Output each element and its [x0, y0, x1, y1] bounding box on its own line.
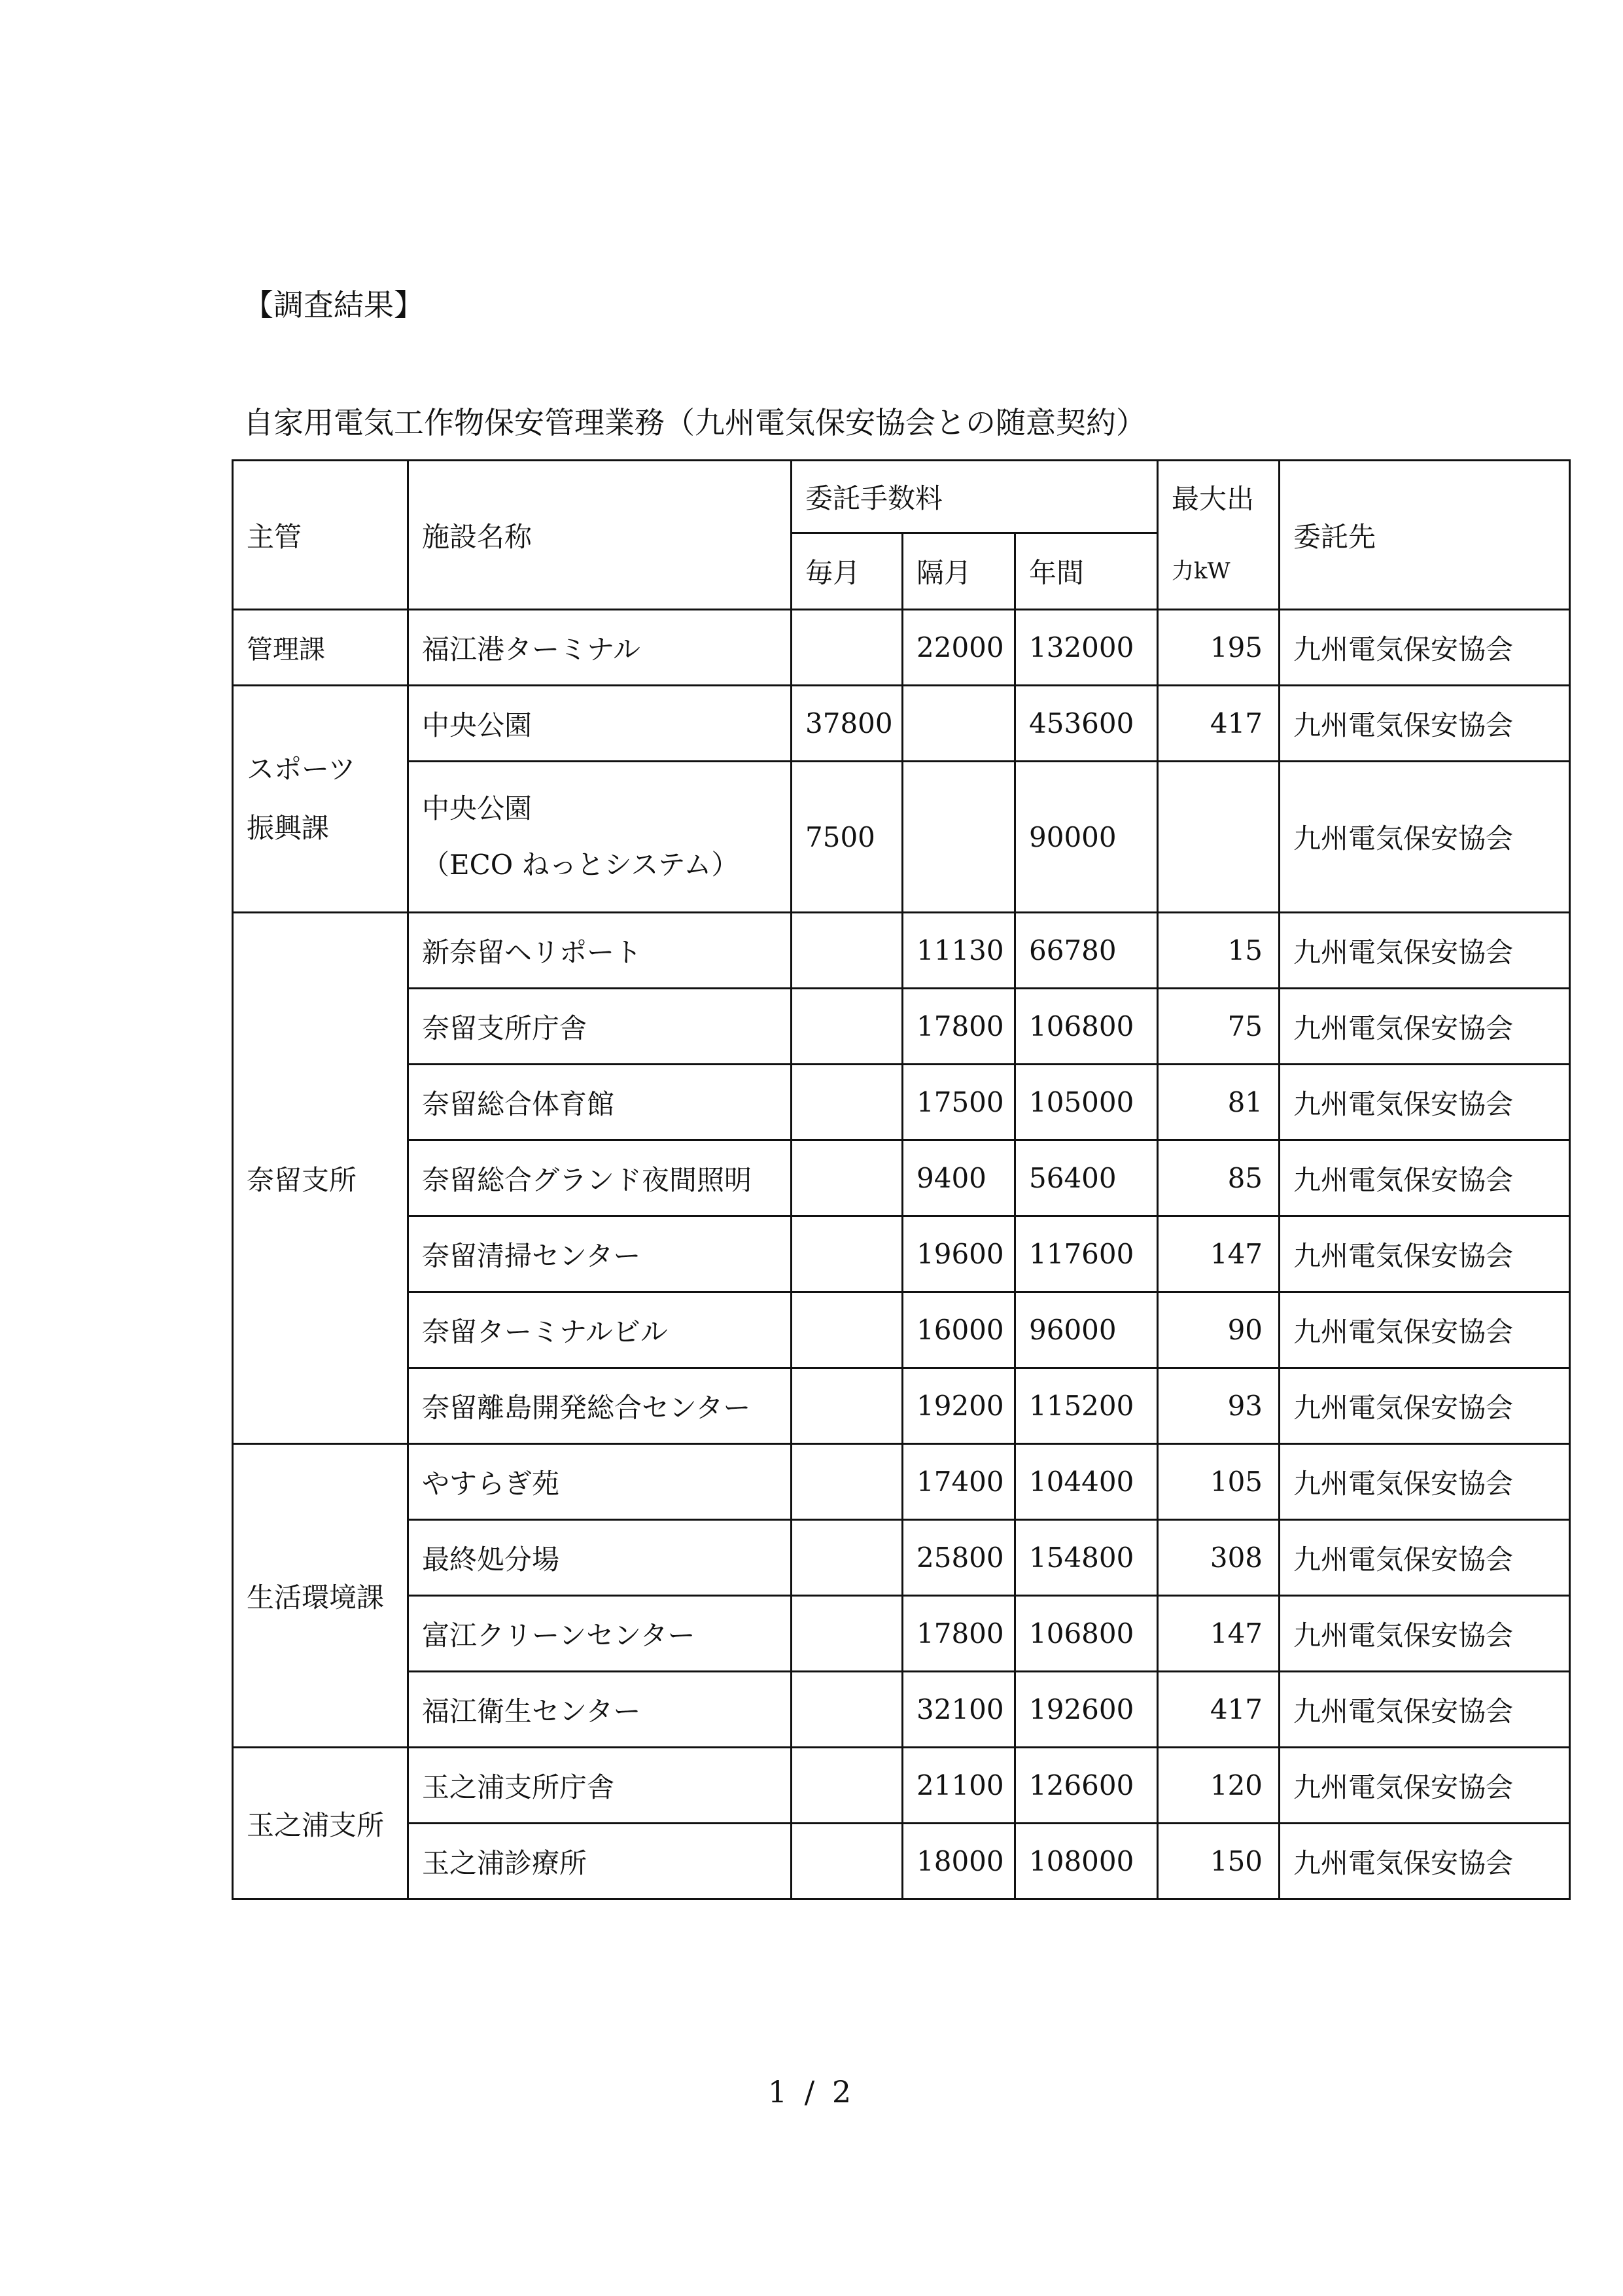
- header-dept: 主管: [233, 461, 408, 610]
- table-row: [233, 1672, 1570, 1748]
- annual-cell: 108000: [1015, 1824, 1158, 1899]
- facility-cell: 新奈留ヘリポート: [408, 913, 792, 989]
- facility-line: （ECO ねっとシステム）: [422, 849, 739, 881]
- contractor-cell: 九州電気保安協会: [1280, 686, 1570, 762]
- bimonthly-cell: 32100: [903, 1672, 1015, 1748]
- annual-cell: 106800: [1015, 1596, 1158, 1672]
- annual-cell: 90000: [1015, 762, 1158, 913]
- facility-cell: 奈留ターミナルビル: [408, 1292, 792, 1368]
- monthly-cell: [792, 1065, 903, 1140]
- header-fee: 委託手数料: [792, 461, 1158, 533]
- section-heading: 【調査結果】: [243, 287, 424, 323]
- table-row: [233, 1292, 1570, 1368]
- header-facility: 施設名称: [408, 461, 792, 610]
- facility-cell: 奈留離島開発総合センター: [408, 1368, 792, 1444]
- kw-cell: 75: [1158, 989, 1280, 1065]
- table-row: [233, 989, 1570, 1065]
- annual-cell: 132000: [1015, 610, 1158, 686]
- facility-line: 中央公園: [422, 792, 532, 824]
- table-row: [233, 1368, 1570, 1444]
- bimonthly-cell: 17400: [903, 1444, 1015, 1520]
- dept-cell: 玉之浦支所: [233, 1748, 408, 1899]
- bimonthly-cell: 17500: [903, 1065, 1015, 1140]
- kw-cell: 308: [1158, 1520, 1280, 1596]
- facility-cell: 奈留支所庁舎: [408, 989, 792, 1065]
- contractor-cell: 九州電気保安協会: [1280, 913, 1570, 989]
- monthly-cell: [792, 1368, 903, 1444]
- dept-cell: 管理課: [233, 610, 408, 686]
- contractor-cell: 九州電気保安協会: [1280, 1748, 1570, 1824]
- dept-line: スポーツ: [247, 753, 356, 785]
- table-row: [233, 1748, 1570, 1824]
- facility-cell: 奈留総合グランド夜間照明: [408, 1140, 792, 1216]
- contractor-cell: 九州電気保安協会: [1280, 762, 1570, 913]
- table-row: [233, 1140, 1570, 1216]
- dept-line: 振興課: [247, 812, 330, 844]
- page-number: 1 / 2: [767, 2074, 856, 2110]
- facility-cell: 最終処分場: [408, 1520, 792, 1596]
- kw-cell: 417: [1158, 686, 1280, 762]
- annual-cell: 115200: [1015, 1368, 1158, 1444]
- table-row: [233, 1444, 1570, 1520]
- facility-cell: 奈留清掃センター: [408, 1216, 792, 1292]
- monthly-cell: [792, 1520, 903, 1596]
- dept-cell: [233, 686, 408, 913]
- contractor-cell: 九州電気保安協会: [1280, 989, 1570, 1065]
- facility-cell: 玉之浦診療所: [408, 1824, 792, 1899]
- contract-table: [232, 459, 1571, 1900]
- facility-cell: 奈留総合体育館: [408, 1065, 792, 1140]
- annual-cell: 66780: [1015, 913, 1158, 989]
- table-row: [233, 762, 1570, 913]
- kw-cell: 195: [1158, 610, 1280, 686]
- monthly-cell: [792, 1824, 903, 1899]
- bimonthly-cell: 19600: [903, 1216, 1015, 1292]
- bimonthly-cell: 18000: [903, 1824, 1015, 1899]
- annual-cell: 104400: [1015, 1444, 1158, 1520]
- bimonthly-cell: 17800: [903, 989, 1015, 1065]
- facility-cell: 福江衛生センター: [408, 1672, 792, 1748]
- contractor-cell: 九州電気保安協会: [1280, 1065, 1570, 1140]
- annual-cell: 105000: [1015, 1065, 1158, 1140]
- bimonthly-cell: [903, 686, 1015, 762]
- table-row: [233, 610, 1570, 686]
- dept-cell: 奈留支所: [233, 913, 408, 1444]
- header-bimonthly: 隔月: [903, 533, 1015, 610]
- bimonthly-cell: [903, 762, 1015, 913]
- header-row-1: [233, 461, 1570, 533]
- kw-cell: 93: [1158, 1368, 1280, 1444]
- contractor-cell: 九州電気保安協会: [1280, 1140, 1570, 1216]
- monthly-cell: [792, 610, 903, 686]
- facility-cell: 福江港ターミナル: [408, 610, 792, 686]
- annual-cell: 126600: [1015, 1748, 1158, 1824]
- facility-cell: 富江クリーンセンター: [408, 1596, 792, 1672]
- monthly-cell: 37800: [792, 686, 903, 762]
- facility-cell: やすらぎ苑: [408, 1444, 792, 1520]
- annual-cell: 117600: [1015, 1216, 1158, 1292]
- kw-cell: 147: [1158, 1596, 1280, 1672]
- contractor-cell: 九州電気保安協会: [1280, 1292, 1570, 1368]
- kw-cell: 15: [1158, 913, 1280, 989]
- annual-cell: 56400: [1015, 1140, 1158, 1216]
- contractor-cell: 九州電気保安協会: [1280, 1824, 1570, 1899]
- table-row: [233, 1824, 1570, 1899]
- facility-cell: 中央公園: [408, 686, 792, 762]
- monthly-cell: [792, 913, 903, 989]
- table-row: [233, 913, 1570, 989]
- table-row: [233, 1065, 1570, 1140]
- kw-cell: 417: [1158, 1672, 1280, 1748]
- kw-cell: 120: [1158, 1748, 1280, 1824]
- annual-cell: 106800: [1015, 989, 1158, 1065]
- annual-cell: 154800: [1015, 1520, 1158, 1596]
- contractor-cell: 九州電気保安協会: [1280, 1368, 1570, 1444]
- header-max-output-line2: 力kW: [1172, 557, 1230, 584]
- kw-cell: 90: [1158, 1292, 1280, 1368]
- header-annual: 年間: [1015, 533, 1158, 610]
- bimonthly-cell: 9400: [903, 1140, 1015, 1216]
- table-row: [233, 1216, 1570, 1292]
- header-monthly: 毎月: [792, 533, 903, 610]
- bimonthly-cell: 17800: [903, 1596, 1015, 1672]
- contractor-cell: 九州電気保安協会: [1280, 1672, 1570, 1748]
- kw-cell: [1158, 762, 1280, 913]
- monthly-cell: 7500: [792, 762, 903, 913]
- monthly-cell: [792, 1596, 903, 1672]
- contractor-cell: 九州電気保安協会: [1280, 1444, 1570, 1520]
- contractor-cell: 九州電気保安協会: [1280, 1216, 1570, 1292]
- monthly-cell: [792, 1672, 903, 1748]
- annual-cell: 192600: [1015, 1672, 1158, 1748]
- monthly-cell: [792, 989, 903, 1065]
- monthly-cell: [792, 1444, 903, 1520]
- header-max-output: [1158, 461, 1280, 610]
- monthly-cell: [792, 1292, 903, 1368]
- header-max-output-line1: 最大出: [1172, 482, 1255, 515]
- monthly-cell: [792, 1140, 903, 1216]
- table-row: [233, 1596, 1570, 1672]
- bimonthly-cell: 16000: [903, 1292, 1015, 1368]
- contractor-cell: 九州電気保安協会: [1280, 1520, 1570, 1596]
- bimonthly-cell: 11130: [903, 913, 1015, 989]
- contractor-cell: 九州電気保安協会: [1280, 610, 1570, 686]
- table-row: [233, 1520, 1570, 1596]
- bimonthly-cell: 25800: [903, 1520, 1015, 1596]
- kw-cell: 147: [1158, 1216, 1280, 1292]
- contractor-cell: 九州電気保安協会: [1280, 1596, 1570, 1672]
- kw-cell: 81: [1158, 1065, 1280, 1140]
- annual-cell: 96000: [1015, 1292, 1158, 1368]
- dept-cell: 生活環境課: [233, 1444, 408, 1748]
- kw-cell: 150: [1158, 1824, 1280, 1899]
- kw-cell: 85: [1158, 1140, 1280, 1216]
- annual-cell: 453600: [1015, 686, 1158, 762]
- kw-cell: 105: [1158, 1444, 1280, 1520]
- header-contractor: 委託先: [1280, 461, 1570, 610]
- document-subtitle: 自家用電気工作物保安管理業務（九州電気保安協会との随意契約）: [243, 405, 1146, 440]
- monthly-cell: [792, 1216, 903, 1292]
- monthly-cell: [792, 1748, 903, 1824]
- bimonthly-cell: 22000: [903, 610, 1015, 686]
- bimonthly-cell: 21100: [903, 1748, 1015, 1824]
- table-row: [233, 686, 1570, 762]
- facility-cell: 玉之浦支所庁舎: [408, 1748, 792, 1824]
- bimonthly-cell: 19200: [903, 1368, 1015, 1444]
- facility-cell: [408, 762, 792, 913]
